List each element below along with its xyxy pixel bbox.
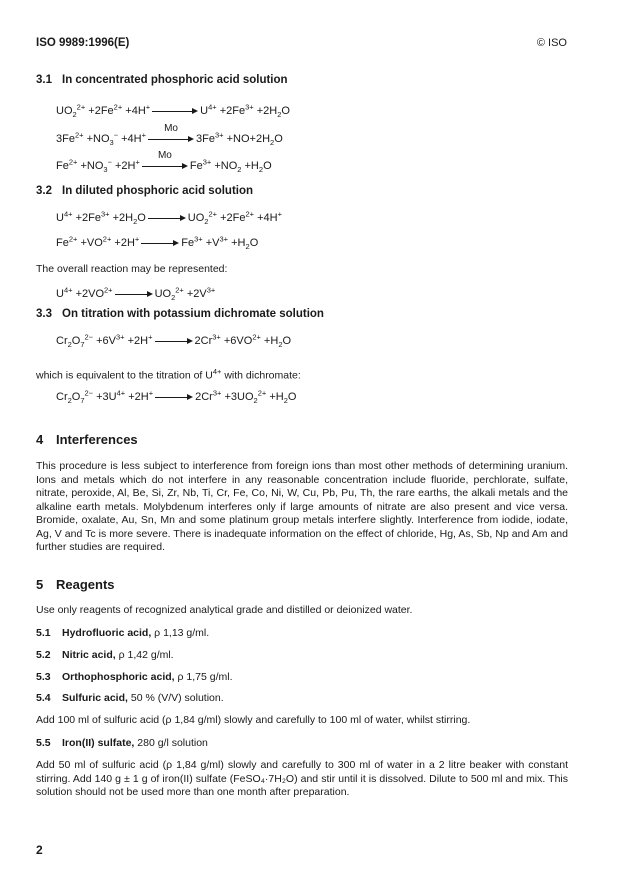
section-title: Reagents <box>56 577 115 592</box>
reaction-arrow <box>155 392 193 402</box>
standard-number: ISO 9989:1996(E) <box>36 37 130 49</box>
reaction-arrow <box>155 336 193 346</box>
sulfuric-acid-note: Add 100 ml of sulfuric acid (ρ 1,84 g/ml) slowly and carefully to 100 ml of water, whilst stirring. <box>36 714 471 726</box>
section-number: 3.1 <box>36 74 52 86</box>
reagent-5-4: 5.4 Sulfuric acid, 50 % (V/V) solution. <box>36 692 224 704</box>
section-number: 3.3 <box>36 308 52 320</box>
reaction-arrow <box>148 213 186 223</box>
section-3-1-heading <box>36 74 288 86</box>
equation-5: $Fe^{2+} +VO^{2+} +2H^+$ $Fe^{3+} +V^{3+} +H_2O$ <box>56 234 259 252</box>
equation-1: $UO_2^{2+} +2Fe^{2+} +4H^+$ $U^{4+} +2Fe^{3+} +2H_2O$ <box>56 102 290 120</box>
section-title: In diluted phosphoric acid solution <box>62 185 254 197</box>
reagent-5-1: 5.1 Hydrofluoric acid, ρ 1,13 g/ml. <box>36 627 210 639</box>
reaction-arrow: Mo <box>142 161 188 171</box>
reagents-intro: Use only reagents of recognized analytical grade and distilled or deionized water. <box>36 604 413 616</box>
reaction-arrow <box>141 238 179 248</box>
section-title: Interferences <box>56 432 138 447</box>
reagent-5-2: 5.2 Nitric acid, ρ 1,42 g/ml. <box>36 649 174 661</box>
section-4-heading <box>36 432 138 447</box>
reaction-arrow <box>152 106 198 116</box>
reaction-arrow <box>115 289 153 299</box>
iron-sulfate-note: Add 50 ml of sulfuric acid (ρ 1,84 g/ml) slowly and carefully to 300 ml of water in a 2 litre beaker with constant stirring. Add 140 g ± 1 g of iron(II) sulfate (FeSO₄·7H₂O) and stir until it is dissolved. Dilute to 500 ml and mix. This solution should not be used more than one month after preparation. <box>36 759 568 798</box>
section-3-2-heading <box>36 185 253 197</box>
section-title: On titration with potassium dichromate solution <box>62 308 324 320</box>
section-number: 5 <box>36 577 44 592</box>
reaction-arrow: Mo <box>148 134 194 144</box>
equivalent-text: which is equivalent to the titration of $U^{4+}$ with dichromate: <box>36 367 301 382</box>
equation-8: $Cr_2O_7^{2-} +3U^{4+} +2H^+$ $2Cr^{3+} +3UO_2^{2+} +H_2O$ <box>56 388 297 406</box>
section-title: In concentrated phosphoric acid solution <box>62 74 288 86</box>
interferences-paragraph: This procedure is less subject to interference from foreign ions than most other methods of determining uranium. Ions and metals which do not interfere in any reasonable concentration include fluoride, perchlorate, sulfate, nitrate, peroxide, Al, Be, Si, Zr, Nb, Ti, Cr, Fe, Co, Ni, W, Cu, Pb, Pu, Th, the rare earths, the alkali metals and the alkaline earth metals. Molybdenum interferes only if large amounts of nitrate are also present and vice versa. Bromide, oxalate, Au, Sn, Mn and some platinum group metals interfere slightly. Interference from iodide, iodate, Ag, V and Tc is more severe. There is inadequate information on the effect of chloride, Hg, As, Sb, Np and Am and further studies are required. <box>36 460 568 553</box>
overall-reaction-text: The overall reaction may be represented: <box>36 263 228 275</box>
equation-2: $3Fe^{2+} +NO_3^- +4H^+$ Mo $3Fe^{3+} +NO+2H_2O$ <box>56 123 283 148</box>
section-5-heading <box>36 577 115 592</box>
copyright: © ISO <box>536 37 567 49</box>
equation-4: $U^{4+} +2Fe^{3+} +2H_2O$ $UO_2^{2+} +2Fe^{2+} +4H^+$ <box>56 209 282 227</box>
reagent-5-5: 5.5 Iron(II) sulfate, 280 g/l solution <box>36 737 208 749</box>
section-3-3-heading <box>36 308 324 320</box>
page-number: 2 <box>36 843 43 857</box>
reagent-5-3: 5.3 Orthophosphoric acid, ρ 1,75 g/ml. <box>36 671 233 683</box>
equation-6: $U^{4+} +2VO^{2+}$ $UO_2^{2+} +2V^{3+}$ <box>56 285 216 303</box>
equation-3: $Fe^{2+} +NO_3^- +2H^+$ Mo $Fe^{3+} +NO_2 +H_2O$ <box>56 150 272 175</box>
section-number: 4 <box>36 432 44 447</box>
equation-7: $Cr_2O_7^{2-} +6V^{3+} +2H^+$ $2Cr^{3+} +6VO^{2+} +H_2O$ <box>56 332 292 350</box>
section-number: 3.2 <box>36 185 52 197</box>
